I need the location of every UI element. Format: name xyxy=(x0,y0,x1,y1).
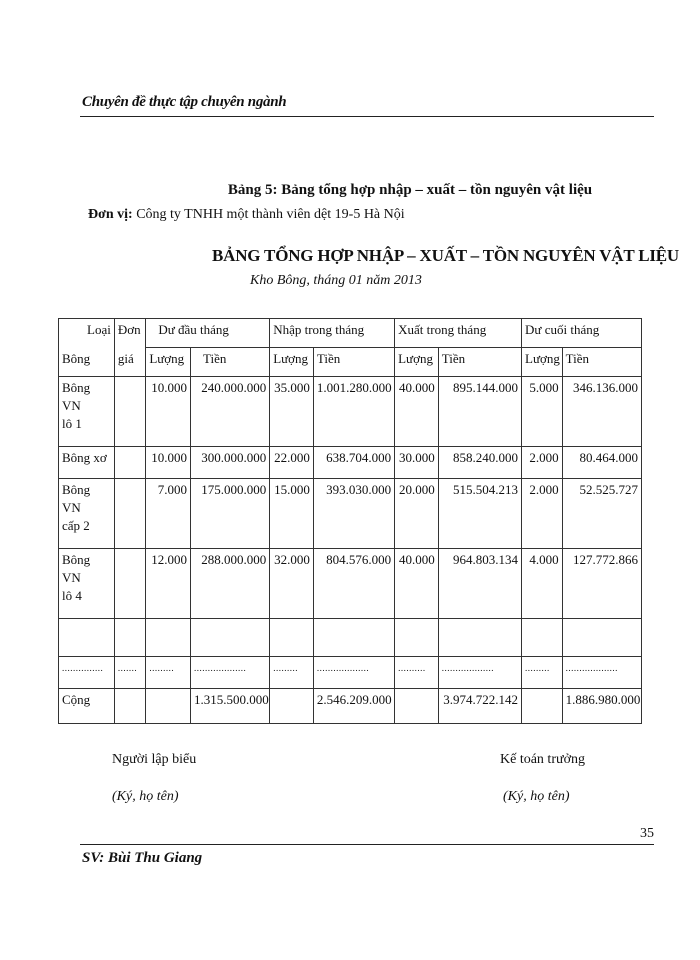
header-type-bottom: Bông xyxy=(59,348,115,377)
header-type-top: Loại xyxy=(59,319,115,348)
receipt-amount: 1.001.280.000 xyxy=(313,377,394,447)
receipt-qty: 35.000 xyxy=(270,377,314,447)
header-row-subs xyxy=(59,348,642,377)
header-closing: Dư cuối tháng xyxy=(522,319,642,348)
preparer-title: Người lập biểu xyxy=(112,752,197,767)
issue-qty: 20.000 xyxy=(395,479,439,549)
total-label: Cộng xyxy=(59,689,115,724)
opening-qty: 12.000 xyxy=(146,549,191,619)
closing-amount: 52.525.727 xyxy=(562,479,641,549)
receipt-qty: 32.000 xyxy=(270,549,314,619)
sub-qty: Lượng xyxy=(522,348,563,377)
unit-label: Đơn vị: xyxy=(88,207,133,222)
opening-amount: 300.000.000 xyxy=(190,447,269,479)
table-row-empty xyxy=(59,619,642,657)
total-opening-amount: 1.315.500.000 xyxy=(190,689,269,724)
page-number: 35 xyxy=(640,826,654,841)
opening-amount: 240.000.000 xyxy=(190,377,269,447)
issue-amount: 515.504.213 xyxy=(438,479,521,549)
report-title: BẢNG TỔNG HỢP NHẬP – XUẤT – TỒN NGUYÊN VẬT LIỆU xyxy=(212,246,679,265)
sub-amount: Tiền xyxy=(313,348,394,377)
footer-author: SV: Bùi Thu Giang xyxy=(82,850,203,866)
running-header: Chuyên đề thực tập chuyên ngành xyxy=(82,94,287,110)
closing-amount: 127.772.866 xyxy=(562,549,641,619)
closing-amount: 80.464.000 xyxy=(562,447,641,479)
closing-amount: 346.136.000 xyxy=(562,377,641,447)
table-caption: Bảng 5: Bảng tổng hợp nhập – xuất – tồn nguyên vật liệu xyxy=(227,182,593,198)
total-issue-amount: 3.974.722.142 xyxy=(438,689,521,724)
receipt-qty: 15.000 xyxy=(270,479,314,549)
ellipsis-cell: ......... xyxy=(146,657,191,689)
opening-qty: 10.000 xyxy=(146,447,191,479)
opening-amount: 288.000.000 xyxy=(190,549,269,619)
material-name: Bông VN lô 4 xyxy=(59,549,115,619)
footer-divider xyxy=(80,844,654,845)
issue-amount: 858.240.000 xyxy=(438,447,521,479)
closing-qty: 4.000 xyxy=(522,549,563,619)
ellipsis-cell: ......... xyxy=(522,657,563,689)
unit-line xyxy=(88,207,405,223)
chief-accountant-title: Kế toán trưởng xyxy=(500,752,585,767)
total-receipt-amount: 2.546.209.000 xyxy=(313,689,394,724)
table-row xyxy=(59,479,642,549)
header-divider xyxy=(80,116,654,117)
sub-qty: Lượng xyxy=(395,348,439,377)
table-row xyxy=(59,377,642,447)
closing-qty: 5.000 xyxy=(522,377,563,447)
unit-value: Công ty TNHH một thành viên dệt 19-5 Hà Nội xyxy=(136,207,405,222)
material-name: Bông VN cấp 2 xyxy=(59,479,115,549)
header-receipts: Nhập trong tháng xyxy=(270,319,395,348)
table-row-total xyxy=(59,689,642,724)
opening-qty: 7.000 xyxy=(146,479,191,549)
issue-qty: 40.000 xyxy=(395,549,439,619)
issue-amount: 895.144.000 xyxy=(438,377,521,447)
sub-amount: Tiền xyxy=(190,348,269,377)
report-subtitle: Kho Bông, tháng 01 năm 2013 xyxy=(250,273,422,288)
closing-qty: 2.000 xyxy=(522,447,563,479)
unit-price xyxy=(114,377,145,447)
inventory-summary-table xyxy=(58,318,642,724)
ellipsis-cell: .......... xyxy=(395,657,439,689)
sub-qty: Lượng xyxy=(270,348,314,377)
receipt-qty: 22.000 xyxy=(270,447,314,479)
receipt-amount: 804.576.000 xyxy=(313,549,394,619)
ellipsis-cell: ................... xyxy=(313,657,394,689)
sub-amount: Tiền xyxy=(562,348,641,377)
chief-accountant-sign-note: (Ký, họ tên) xyxy=(503,789,570,804)
ellipsis-cell: ................... xyxy=(190,657,269,689)
closing-qty: 2.000 xyxy=(522,479,563,549)
opening-qty: 10.000 xyxy=(146,377,191,447)
header-issues: Xuất trong tháng xyxy=(395,319,522,348)
ellipsis-cell: ................... xyxy=(438,657,521,689)
preparer-sign-note: (Ký, họ tên) xyxy=(112,789,179,804)
opening-amount: 175.000.000 xyxy=(190,479,269,549)
issue-qty: 30.000 xyxy=(395,447,439,479)
total-closing-amount: 1.886.980.000 xyxy=(562,689,641,724)
ellipsis-cell: ................... xyxy=(562,657,641,689)
table-row xyxy=(59,447,642,479)
unit-price xyxy=(114,447,145,479)
table-row-ellipsis xyxy=(59,657,642,689)
receipt-amount: 393.030.000 xyxy=(313,479,394,549)
material-name: Bông xơ xyxy=(59,447,115,479)
header-row-groups xyxy=(59,319,642,348)
unit-price xyxy=(114,479,145,549)
sub-amount: Tiền xyxy=(438,348,521,377)
issue-qty: 40.000 xyxy=(395,377,439,447)
sub-qty: Lượng xyxy=(146,348,191,377)
unit-price xyxy=(114,549,145,619)
header-price-top: Đơn xyxy=(114,319,145,348)
material-name: Bông VN lô 1 xyxy=(59,377,115,447)
header-price-bottom: giá xyxy=(114,348,145,377)
header-opening: Dư đầu tháng xyxy=(146,319,270,348)
issue-amount: 964.803.134 xyxy=(438,549,521,619)
ellipsis-cell: ............... xyxy=(59,657,115,689)
table-row xyxy=(59,549,642,619)
receipt-amount: 638.704.000 xyxy=(313,447,394,479)
ellipsis-cell: ......... xyxy=(270,657,314,689)
ellipsis-cell: ....... xyxy=(114,657,145,689)
